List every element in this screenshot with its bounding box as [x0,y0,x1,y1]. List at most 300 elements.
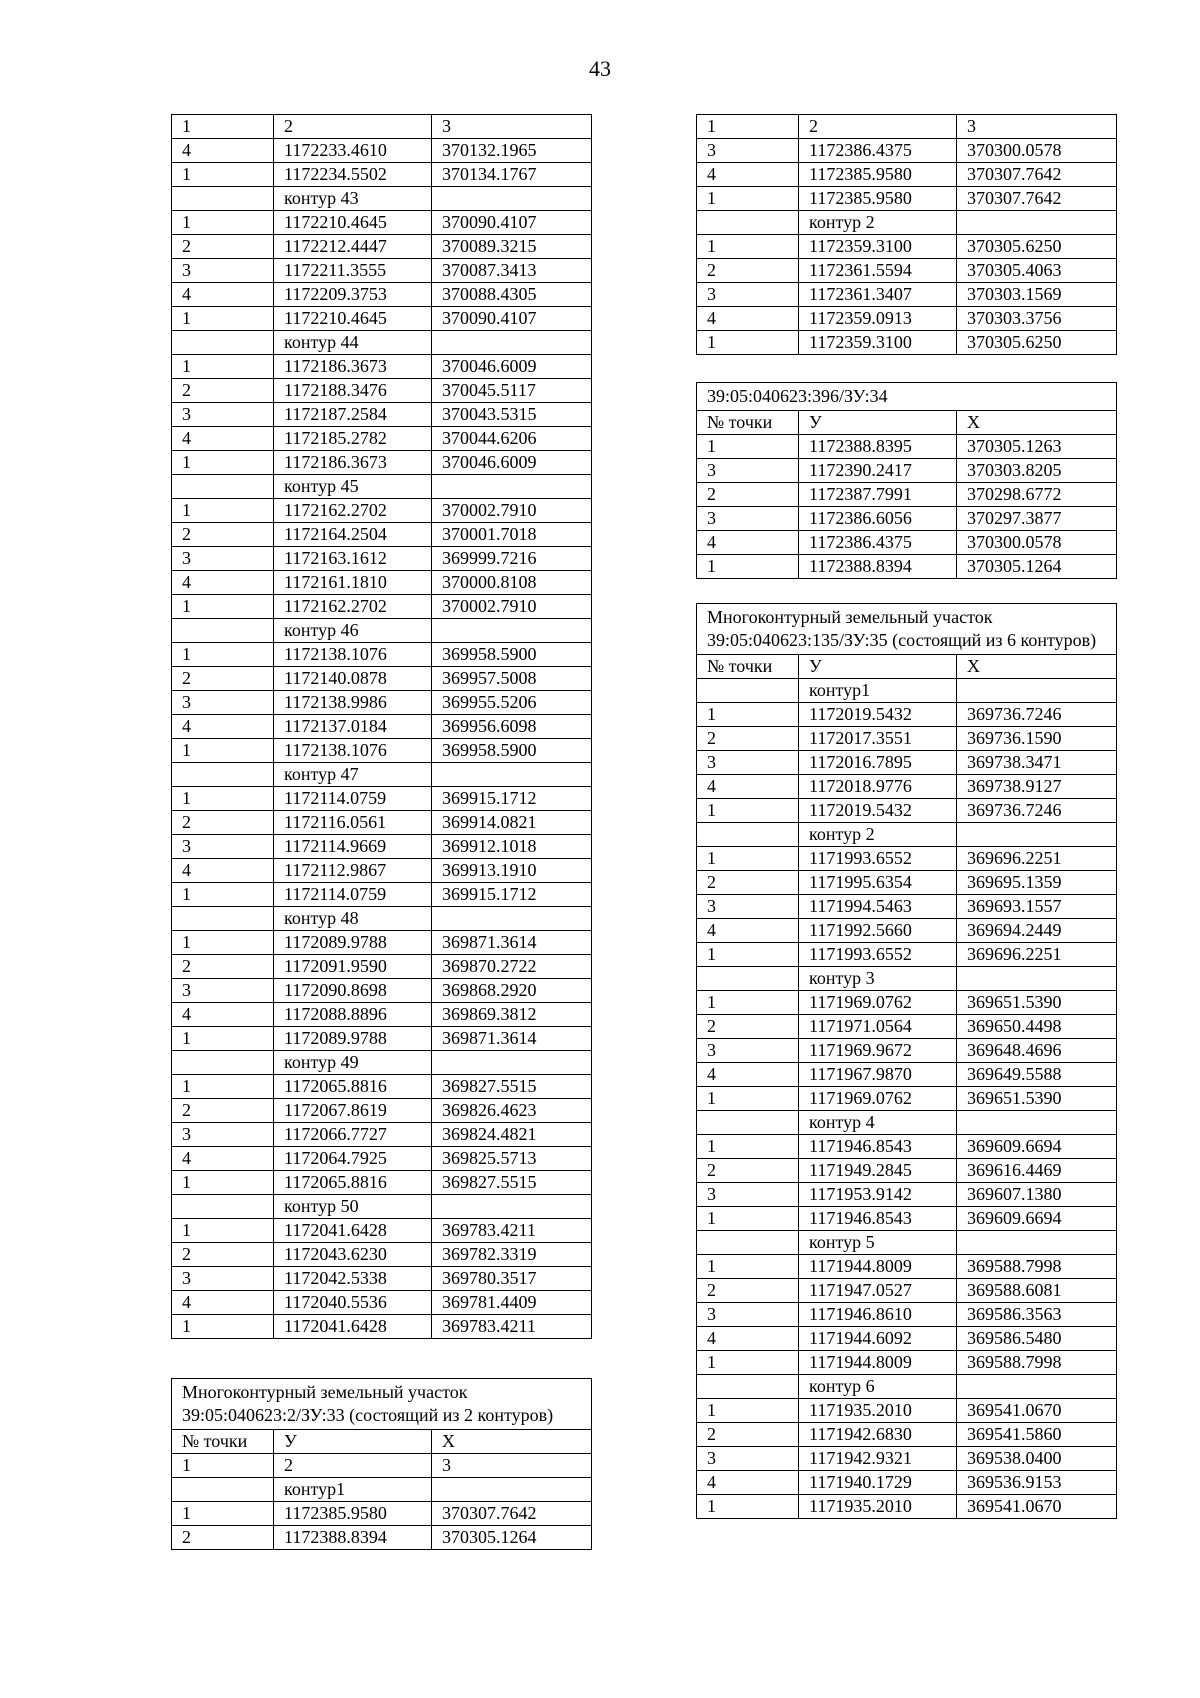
y-coordinate-cell: 1172188.3476 [274,379,432,403]
point-number-cell: 3 [172,403,274,427]
x-coordinate-cell: 369780.3517 [432,1267,592,1291]
point-number-cell: 3 [172,1267,274,1291]
table-title-row [697,383,1117,411]
point-number-cell: 1 [697,1207,799,1231]
x-coordinate-cell: 369958.5900 [432,739,592,763]
point-number-cell [697,211,799,235]
y-coordinate-cell: 1172089.9788 [274,931,432,955]
table-row [697,1351,1117,1375]
table-row [172,571,592,595]
table-row [697,331,1117,355]
table-row [172,1099,592,1123]
x-coordinate-cell [957,679,1117,703]
point-number-cell: 2 [697,871,799,895]
y-coordinate-cell: 1172140.0878 [274,667,432,691]
x-coordinate-cell: 370046.6009 [432,451,592,475]
x-coordinate-cell: 369781.4409 [432,1291,592,1315]
table-row [172,451,592,475]
y-coordinate-cell: 1172234.5502 [274,163,432,187]
point-number-cell: 4 [697,919,799,943]
table-row [697,847,1117,871]
table-row [172,115,592,139]
table-row [172,667,592,691]
table-row [172,1526,592,1550]
point-number-cell: 1 [172,787,274,811]
y-coordinate-cell: контур 46 [274,619,432,643]
x-coordinate-cell: 369783.4211 [432,1219,592,1243]
point-number-cell: 1 [697,1087,799,1111]
x-coordinate-cell: 369609.6694 [957,1135,1117,1159]
point-number-cell: 1 [697,235,799,259]
point-number-cell: 4 [172,1147,274,1171]
table-row [172,379,592,403]
point-number-cell: 2 [172,667,274,691]
x-coordinate-cell [432,331,592,355]
x-coordinate-cell: 370305.4063 [957,259,1117,283]
point-number-cell [172,187,274,211]
y-coordinate-cell: 1172018.9776 [799,775,957,799]
x-coordinate-cell: 369736.7246 [957,799,1117,823]
column-header: Х [432,1430,592,1454]
point-number-cell: 2 [697,1423,799,1447]
point-number-cell: 4 [697,531,799,555]
point-number-cell: 1 [697,1399,799,1423]
y-coordinate-cell: 1171942.9321 [799,1447,957,1471]
table-row [697,459,1117,483]
x-coordinate-cell: 370303.8205 [957,459,1117,483]
point-number-cell: 4 [172,715,274,739]
table-row [697,1423,1117,1447]
table-row [697,1279,1117,1303]
table-title: 39:05:040623:396/ЗУ:34 [697,383,1117,411]
x-coordinate-cell: 370305.1264 [957,555,1117,579]
coordinates-table-left [171,114,592,1339]
y-coordinate-cell: контур 47 [274,763,432,787]
x-coordinate-cell: 370307.7642 [957,163,1117,187]
table-row [697,187,1117,211]
table-row [172,187,592,211]
table-row [172,475,592,499]
table-row [172,211,592,235]
x-coordinate-cell: 370044.6206 [432,427,592,451]
y-coordinate-cell: 1172209.3753 [274,283,432,307]
point-number-cell: 1 [172,1454,274,1478]
table-row [172,811,592,835]
y-coordinate-cell: 1172387.7991 [799,483,957,507]
table-row [697,895,1117,919]
y-coordinate-cell: 1172137.0184 [274,715,432,739]
y-coordinate-cell: 2 [274,115,432,139]
y-coordinate-cell: 1171946.8610 [799,1303,957,1327]
x-coordinate-cell: 369738.9127 [957,775,1117,799]
table-row [697,1159,1117,1183]
point-number-cell: 2 [697,1159,799,1183]
table-row [697,507,1117,531]
point-number-cell: 4 [697,1327,799,1351]
point-number-cell: 1 [697,115,799,139]
x-coordinate-cell [957,1231,1117,1255]
point-number-cell [697,679,799,703]
x-coordinate-cell: 369999.7216 [432,547,592,571]
table-title-row [697,604,1117,655]
x-coordinate-cell: 370300.0578 [957,531,1117,555]
table-row [697,435,1117,459]
y-coordinate-cell: 1171992.5660 [799,919,957,943]
point-number-cell [172,1195,274,1219]
point-number-cell [697,967,799,991]
point-number-cell: 4 [697,1471,799,1495]
point-number-cell: 1 [172,1171,274,1195]
y-coordinate-cell: 1172386.4375 [799,531,957,555]
x-coordinate-cell: 370305.1263 [957,435,1117,459]
x-coordinate-cell: 369914.0821 [432,811,592,835]
table-row [697,1327,1117,1351]
point-number-cell: 3 [697,459,799,483]
x-coordinate-cell: 369541.0670 [957,1495,1117,1519]
table-row [697,1087,1117,1111]
point-number-cell: 2 [697,1279,799,1303]
point-number-cell: 1 [697,943,799,967]
y-coordinate-cell: 1171944.6092 [799,1327,957,1351]
y-coordinate-cell: контур 2 [799,211,957,235]
page-number: 43 [589,56,611,81]
point-number-cell [697,1375,799,1399]
x-coordinate-cell: 369588.7998 [957,1255,1117,1279]
table-row [697,139,1117,163]
y-coordinate-cell: 1171942.6830 [799,1423,957,1447]
point-number-cell: 1 [697,847,799,871]
x-coordinate-cell: 369536.9153 [957,1471,1117,1495]
y-coordinate-cell: 2 [799,115,957,139]
table-row [172,1315,592,1339]
table-row [697,211,1117,235]
x-coordinate-cell: 369650.4498 [957,1015,1117,1039]
x-coordinate-cell: 369956.6098 [432,715,592,739]
x-coordinate-cell: 370307.7642 [957,187,1117,211]
table-row [172,547,592,571]
y-coordinate-cell: 1172359.0913 [799,307,957,331]
x-coordinate-cell [957,967,1117,991]
coordinates-table-right-continuation [696,114,1117,355]
table-row [172,1075,592,1099]
x-coordinate-cell: 369915.1712 [432,883,592,907]
x-coordinate-cell: 369736.1590 [957,727,1117,751]
parcel-35-table [696,603,1117,1519]
x-coordinate-cell: 3 [432,115,592,139]
table-row [172,523,592,547]
point-number-cell: 4 [172,859,274,883]
y-coordinate-cell: 1172164.2504 [274,523,432,547]
column-header: № точки [697,411,799,435]
table-row [697,1447,1117,1471]
y-coordinate-cell: контур1 [799,679,957,703]
y-coordinate-cell: 1171944.8009 [799,1351,957,1375]
point-number-cell: 3 [697,283,799,307]
y-coordinate-cell: контур 45 [274,475,432,499]
y-coordinate-cell: 1172388.8394 [274,1526,432,1550]
table-row [697,1495,1117,1519]
x-coordinate-cell: 369696.2251 [957,847,1117,871]
point-number-cell: 4 [172,571,274,595]
y-coordinate-cell: контур 3 [799,967,957,991]
x-coordinate-cell: 369607.1380 [957,1183,1117,1207]
point-number-cell: 3 [697,1039,799,1063]
x-coordinate-cell: 369541.5860 [957,1423,1117,1447]
point-number-cell: 3 [172,979,274,1003]
column-header: Х [957,655,1117,679]
table-header-row [697,655,1117,679]
y-coordinate-cell: 1172090.8698 [274,979,432,1003]
table-row [172,499,592,523]
column-header: У [799,655,957,679]
y-coordinate-cell: 1172210.4645 [274,307,432,331]
y-coordinate-cell: 1172138.1076 [274,739,432,763]
y-coordinate-cell: 1172388.8394 [799,555,957,579]
x-coordinate-cell [432,907,592,931]
y-coordinate-cell: 1171969.0762 [799,991,957,1015]
table-row [172,691,592,715]
table-title: Многоконтурный земельный участок 39:05:040623:135/ЗУ:35 (состоящий из 6 контуров) [697,604,1117,655]
x-coordinate-cell: 369648.4696 [957,1039,1117,1063]
table-row [697,163,1117,187]
table-row [697,1375,1117,1399]
table-row [172,1195,592,1219]
table-row [172,355,592,379]
table-row [172,1454,592,1478]
table-row [697,555,1117,579]
y-coordinate-cell: 1171935.2010 [799,1495,957,1519]
point-number-cell: 4 [172,139,274,163]
table-row [697,1471,1117,1495]
point-number-cell: 4 [172,1003,274,1027]
point-number-cell [172,763,274,787]
x-coordinate-cell: 369868.2920 [432,979,592,1003]
point-number-cell: 1 [172,451,274,475]
point-number-cell: 1 [172,307,274,331]
point-number-cell: 1 [172,355,274,379]
y-coordinate-cell: 1172019.5432 [799,703,957,727]
x-coordinate-cell: 369915.1712 [432,787,592,811]
point-number-cell: 1 [172,595,274,619]
x-coordinate-cell: 370087.3413 [432,259,592,283]
point-number-cell: 1 [172,739,274,763]
y-coordinate-cell: 1172361.5594 [799,259,957,283]
point-number-cell: 2 [697,259,799,283]
table-row [697,1255,1117,1279]
y-coordinate-cell: контур 48 [274,907,432,931]
table-row [172,1243,592,1267]
y-coordinate-cell: контур1 [274,1478,432,1502]
point-number-cell: 2 [697,483,799,507]
point-number-cell: 3 [172,691,274,715]
y-coordinate-cell: 1172016.7895 [799,751,957,775]
y-coordinate-cell: контур 49 [274,1051,432,1075]
y-coordinate-cell: 1172116.0561 [274,811,432,835]
table-row [172,259,592,283]
point-number-cell: 2 [172,955,274,979]
point-number-cell: 2 [172,1526,274,1550]
x-coordinate-cell: 370090.4107 [432,211,592,235]
table-row [172,1003,592,1027]
y-coordinate-cell: 1172359.3100 [799,331,957,355]
table-row [172,787,592,811]
point-number-cell: 1 [697,555,799,579]
x-coordinate-cell: 370305.6250 [957,235,1117,259]
table-row [172,595,592,619]
table-row [697,483,1117,507]
table-row [697,919,1117,943]
x-coordinate-cell: 369694.2449 [957,919,1117,943]
y-coordinate-cell: контур 5 [799,1231,957,1255]
point-number-cell: 3 [697,507,799,531]
column-header: № точки [172,1430,274,1454]
y-coordinate-cell: 1172017.3551 [799,727,957,751]
y-coordinate-cell: 1171946.8543 [799,1207,957,1231]
table-row [172,1051,592,1075]
y-coordinate-cell: 1172064.7925 [274,1147,432,1171]
point-number-cell: 1 [172,1219,274,1243]
x-coordinate-cell: 370043.5315 [432,403,592,427]
x-coordinate-cell: 369616.4469 [957,1159,1117,1183]
x-coordinate-cell: 370090.4107 [432,307,592,331]
x-coordinate-cell [957,1111,1117,1135]
y-coordinate-cell: 1171994.5463 [799,895,957,919]
table-row [172,283,592,307]
x-coordinate-cell: 370297.3877 [957,507,1117,531]
x-coordinate-cell: 370134.1767 [432,163,592,187]
y-coordinate-cell: 1172388.8395 [799,435,957,459]
point-number-cell: 1 [697,799,799,823]
x-coordinate-cell: 370132.1965 [432,139,592,163]
table-row [172,427,592,451]
table-row [697,283,1117,307]
table-row [172,1147,592,1171]
x-coordinate-cell: 369871.3614 [432,1027,592,1051]
x-coordinate-cell: 369827.5515 [432,1171,592,1195]
point-number-cell: 4 [172,283,274,307]
x-coordinate-cell: 369538.0400 [957,1447,1117,1471]
x-coordinate-cell: 369588.7998 [957,1351,1117,1375]
y-coordinate-cell: 1171935.2010 [799,1399,957,1423]
point-number-cell: 1 [172,643,274,667]
x-coordinate-cell: 369955.5206 [432,691,592,715]
table-row [697,775,1117,799]
point-number-cell [697,1231,799,1255]
x-coordinate-cell: 370307.7642 [432,1502,592,1526]
column-header: № точки [697,655,799,679]
y-coordinate-cell: 1172114.9669 [274,835,432,859]
table-row [697,1207,1117,1231]
table-row [697,235,1117,259]
table-row [172,931,592,955]
table-row [172,1291,592,1315]
y-coordinate-cell: 1172042.5338 [274,1267,432,1291]
x-coordinate-cell: 370298.6772 [957,483,1117,507]
point-number-cell: 2 [172,1099,274,1123]
point-number-cell: 3 [172,835,274,859]
y-coordinate-cell: 1172186.3673 [274,355,432,379]
point-number-cell [697,823,799,847]
point-number-cell: 3 [697,1447,799,1471]
table-row [697,1063,1117,1087]
y-coordinate-cell: 1172067.8619 [274,1099,432,1123]
x-coordinate-cell [432,1051,592,1075]
x-coordinate-cell [432,763,592,787]
x-coordinate-cell [957,211,1117,235]
table-row [172,955,592,979]
point-number-cell: 3 [172,547,274,571]
x-coordinate-cell: 369738.3471 [957,751,1117,775]
point-number-cell: 1 [172,931,274,955]
y-coordinate-cell: 1172359.3100 [799,235,957,259]
table-row [697,259,1117,283]
table-row [172,907,592,931]
y-coordinate-cell: 1172161.1810 [274,571,432,595]
table-row [172,1502,592,1526]
x-coordinate-cell: 369827.5515 [432,1075,592,1099]
point-number-cell: 1 [172,1027,274,1051]
point-number-cell: 1 [697,435,799,459]
table-row [697,679,1117,703]
table-title-row [172,1379,592,1430]
point-number-cell: 1 [172,1315,274,1339]
table-row [697,799,1117,823]
y-coordinate-cell: 1172163.1612 [274,547,432,571]
x-coordinate-cell: 370089.3215 [432,235,592,259]
y-coordinate-cell: 1171995.6354 [799,871,957,895]
table-header-row [697,411,1117,435]
x-coordinate-cell: 369586.3563 [957,1303,1117,1327]
x-coordinate-cell: 369870.2722 [432,955,592,979]
point-number-cell: 4 [172,427,274,451]
table-row [697,1399,1117,1423]
table-row [172,715,592,739]
x-coordinate-cell: 369957.5008 [432,667,592,691]
x-coordinate-cell: 370305.6250 [957,331,1117,355]
table-row [172,1219,592,1243]
table-header-row [172,1430,592,1454]
point-number-cell: 3 [697,751,799,775]
table-row [697,943,1117,967]
y-coordinate-cell: контур 4 [799,1111,957,1135]
point-number-cell: 1 [172,163,274,187]
table-row [172,763,592,787]
x-coordinate-cell [432,475,592,499]
y-coordinate-cell: 1171949.2845 [799,1159,957,1183]
table-row [697,823,1117,847]
y-coordinate-cell: 1172043.6230 [274,1243,432,1267]
table-row [697,1135,1117,1159]
x-coordinate-cell: 370045.5117 [432,379,592,403]
point-number-cell: 2 [172,379,274,403]
x-coordinate-cell: 369824.4821 [432,1123,592,1147]
y-coordinate-cell: 1172212.4447 [274,235,432,259]
y-coordinate-cell: 1172040.5536 [274,1291,432,1315]
x-coordinate-cell: 370303.3756 [957,307,1117,331]
x-coordinate-cell: 370303.1569 [957,283,1117,307]
y-coordinate-cell: 1171993.6552 [799,847,957,871]
y-coordinate-cell: 1171947.0527 [799,1279,957,1303]
point-number-cell: 3 [697,139,799,163]
table-row [697,1015,1117,1039]
y-coordinate-cell: 1172390.2417 [799,459,957,483]
point-number-cell [172,619,274,643]
table-row [172,403,592,427]
x-coordinate-cell [432,1195,592,1219]
table-row [172,139,592,163]
x-coordinate-cell: 369736.7246 [957,703,1117,727]
point-number-cell: 2 [697,727,799,751]
